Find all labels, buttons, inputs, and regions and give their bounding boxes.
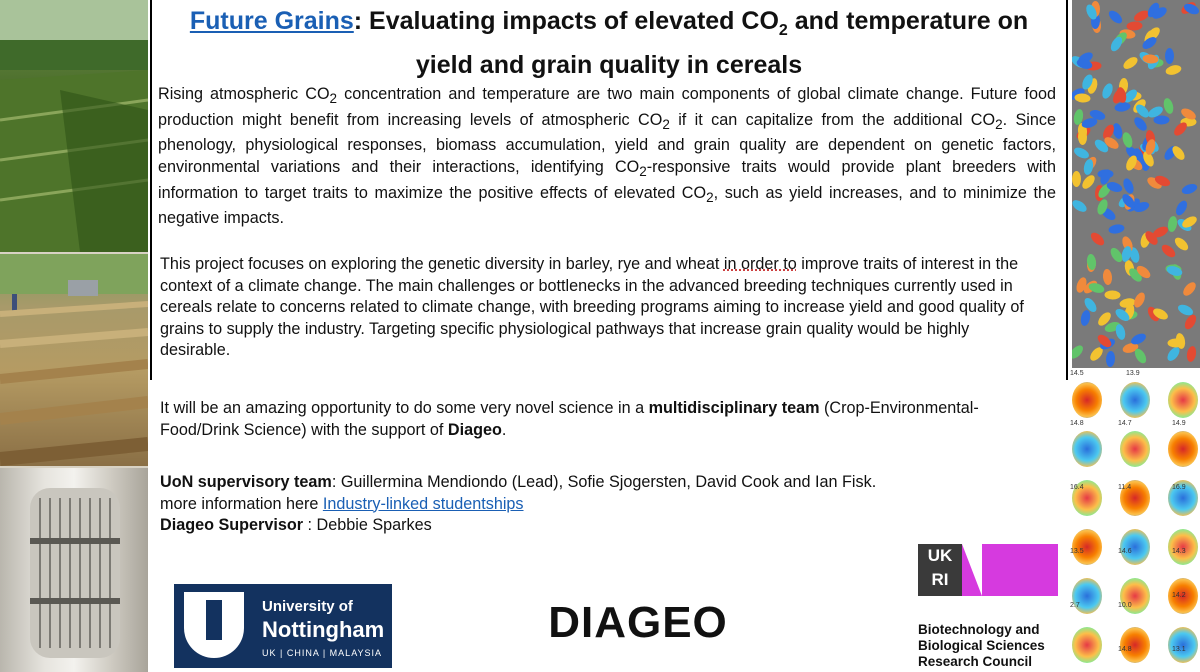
title-subscript: 2: [778, 22, 788, 39]
heatmap-value-label: 14.8: [1118, 646, 1132, 653]
grain-seed: [1102, 269, 1113, 286]
grain-seed: [1183, 313, 1199, 331]
grain-seed: [1104, 290, 1120, 300]
supervisory-team: UoN supervisory team: Guillermina Mendiondo (Lead), Sofie Sjogersten, David Cook and Ian Fisk. more information here Industry-linked studentships Diageo Supervisor : Debbie Sparkes: [160, 473, 877, 534]
ukri-purple-shape: [962, 544, 1058, 596]
grain-seed: [1129, 331, 1147, 346]
field-plots-photo: [0, 254, 148, 466]
grain-seed: [1186, 345, 1198, 362]
grain-seed: [1173, 235, 1191, 252]
heatmap-blob: [1072, 382, 1102, 418]
grain-seed: [1174, 199, 1190, 217]
university-of-nottingham-logo: University of Nottingham UK | CHINA | MALAYSIA: [174, 584, 392, 668]
grain-seed: [1089, 230, 1107, 247]
grain-seed: [1162, 97, 1175, 115]
heatmap-value-label: 11.4: [1118, 484, 1132, 491]
grain-seed: [1170, 144, 1187, 162]
grain-seed: [1081, 116, 1099, 129]
heatmap-value-label: 14.3: [1172, 548, 1186, 555]
grain-seed: [1121, 177, 1135, 195]
heatmap-value-label: 14.7: [1118, 420, 1132, 427]
grain-seed: [1121, 55, 1139, 72]
grain-seed: [1160, 242, 1178, 259]
wheat-field-photo: [0, 0, 148, 252]
opportunity-paragraph: It will be an amazing opportunity to do some very novel science in a multidisciplinary team (Crop-Environmental-Food/Drink Science) with the support of Diageo.: [160, 399, 979, 439]
grain-seed: [1079, 309, 1091, 327]
intro-paragraph: Rising atmospheric $CO_2$ concentration and temperature are two main components of global climate change. Future food production might benefit from increasing levels of atmospheric $CO_2$ if it can capitalize from the additional $CO_2$. Since phenology, physiological responses, biomass accumulation, yield and grain quality are dependent on genetic factors, environmental variations and their interactions, identifying $CO_2$-responsive traits would provide plant breeders with information to target traits to maximize the positive effects of elevated $CO_2$, such as yield increases, and to minimize the negative impacts.: [158, 85, 1057, 228]
grain-seed: [1109, 35, 1125, 53]
grain-seed: [1167, 215, 1178, 232]
heatmap-blob: [1072, 431, 1102, 467]
grain-seed: [1074, 93, 1091, 103]
grain-seed: [1165, 64, 1183, 77]
heatmap-value-label: 10.0: [1118, 602, 1132, 609]
grain-seed: [1072, 343, 1085, 361]
industry-studentships-link[interactable]: Industry-linked studentships: [322, 494, 524, 513]
heatmap-blob: [1168, 627, 1198, 663]
grain-sorter-photo: [0, 468, 148, 672]
heatmap-blob: [1168, 431, 1198, 467]
grain-seed: [1168, 339, 1184, 348]
heatmap-value-label: 14.5: [1070, 370, 1084, 377]
grain-seed: [1165, 345, 1182, 363]
grain-seed: [1080, 173, 1097, 191]
grain-seed: [1072, 198, 1089, 214]
grain-seed: [1072, 171, 1081, 187]
grain-seed: [1181, 280, 1198, 298]
heatmap-value-label: 14.9: [1172, 420, 1186, 427]
grain-seed: [1107, 8, 1125, 25]
team-label: UoN supervisory team: [160, 473, 332, 491]
ukri-bbsrc-logo: UK RI Biotechnology and Biological Sciences Research Council: [918, 544, 1068, 672]
heatmap-blob: [1072, 627, 1102, 663]
ukri-mark: UK RI: [918, 544, 962, 596]
page-title: [150, 4, 1068, 82]
left-photo-strip: [0, 0, 148, 672]
heatmap-value-label: 13.5: [1070, 548, 1084, 555]
team-members: : Guillermina Mendiondo (Lead), Sofie Sjogersten, David Cook and Ian Fisk.: [331, 473, 877, 491]
grain-seed: [1180, 182, 1198, 196]
right-image-strip: [1068, 0, 1200, 672]
project-focus-paragraph: This project focuses on exploring the genetic diversity in barley, rye and wheat in order to improve traits of interest in the context of a climate change. The main challenges or bottlenecks in the advanced breeding techniques currently used in cereals relate to concerns related to climate change, with breeding programs aiming to increase yield and good quality of grains to supply the industry. Targeting specific physiological pathways that increase grain quality would be highly desirable.: [160, 255, 1024, 359]
heatmap-blob: [1072, 529, 1102, 565]
heatmap-value-label: 16.4: [1070, 484, 1084, 491]
heatmap-blob: [1168, 382, 1198, 418]
heatmap-value-label: 16.9: [1172, 484, 1186, 491]
heatmap-blob: [1120, 382, 1150, 418]
title-text-end: and temperature on: [787, 7, 1029, 35]
grain-seed: [1082, 158, 1094, 176]
heatmap-blob: [1120, 627, 1150, 663]
heatmap-blob: [1120, 431, 1150, 467]
nottingham-crest-icon: [184, 592, 244, 658]
grain-scan-image: [1072, 0, 1200, 368]
heatmap-value-label: 14.2: [1172, 592, 1186, 599]
grain-seed: [1108, 223, 1125, 235]
title-line-2: yield and grain quality in cereals: [415, 51, 803, 79]
diageo-supervisor-name: : Debbie Sparkes: [303, 516, 432, 534]
grain-seed: [1114, 323, 1127, 341]
heatmap-value-label: 14.8: [1070, 420, 1084, 427]
heatmap-blob: [1168, 529, 1198, 565]
grain-seed: [1133, 347, 1149, 365]
heatmap-blob: [1120, 529, 1150, 565]
spellcheck-underlined-text: in order to: [723, 255, 797, 273]
heatmap-value-label: 2.7: [1070, 602, 1080, 609]
heatmap-value-label: 13.1: [1172, 646, 1186, 653]
title-text: : Evaluating impacts of elevated CO: [353, 7, 779, 35]
heatmap-value-label: 13.9: [1126, 370, 1140, 377]
grain-heatmap-image: [1068, 370, 1200, 672]
grain-seed: [1165, 48, 1174, 64]
diageo-supervisor-label: Diageo Supervisor: [160, 516, 304, 534]
future-grains-link[interactable]: Future Grains: [189, 7, 354, 35]
heatmap-value-label: 14.6: [1118, 548, 1132, 555]
diageo-logo: DIAGEO: [548, 598, 728, 647]
grain-seed: [1105, 351, 1115, 368]
